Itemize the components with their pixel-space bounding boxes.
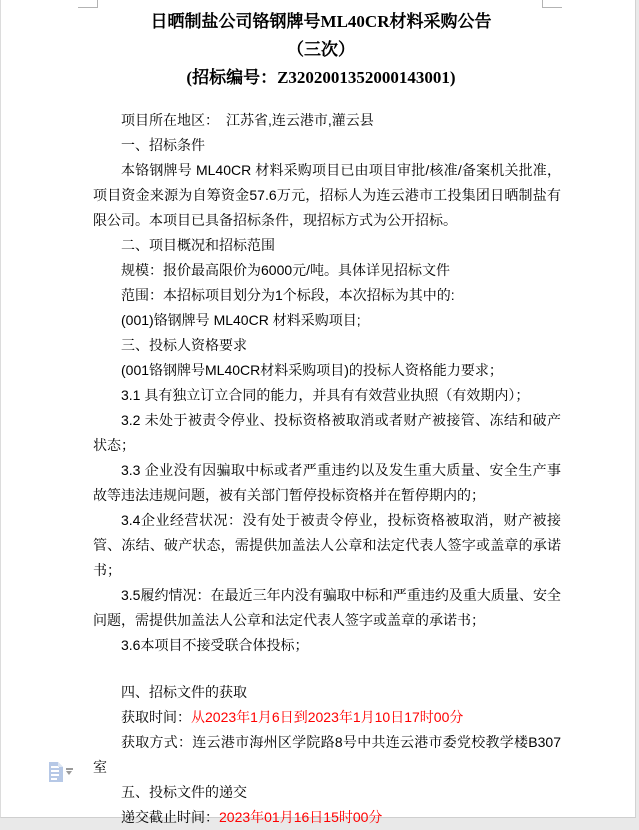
title-line-2: （三次） [287, 40, 355, 59]
paragraph [93, 333, 561, 358]
paragraph [93, 458, 561, 508]
clipboard-paste-icon [49, 762, 63, 782]
paragraph [93, 730, 561, 780]
document-body [93, 108, 561, 830]
paragraph-text: 四、招标文件的获取 [121, 684, 247, 700]
paragraph [93, 805, 561, 830]
paragraph [93, 358, 561, 383]
paragraph [93, 283, 561, 308]
paragraph-text: 规模：报价最高限价为6000元/吨。具体详见招标文件 [121, 262, 451, 278]
paragraph-text: 3.2 未处于被责令停业、投标资格被取消或者财产被接管、冻结和破产状态； [93, 412, 561, 453]
paragraph [93, 258, 561, 283]
paragraph-text: 项目所在地区： 江苏省,连云港市,灌云县 [121, 112, 374, 128]
paragraph-text: 范围：本招标项目划分为1个标段，本次招标为其中的: [121, 287, 455, 303]
paragraph [93, 408, 561, 458]
title-line-3-tender-number: (招标编号：Z3202001352000143001) [186, 68, 456, 87]
paragraph [93, 508, 561, 583]
paragraph-text: 3.6本项目不接受联合体投标； [121, 637, 309, 653]
document-title [61, 8, 581, 92]
text-boundary-mark-top-right [542, 0, 562, 8]
paragraph [93, 308, 561, 333]
paragraph-text: 获取时间： [121, 709, 191, 725]
paragraph [93, 633, 561, 658]
paragraph-text: (001)铬钢牌号 ML40CR 材料采购项目; [121, 312, 361, 328]
paragraph-text: 递交截止时间： [121, 809, 219, 825]
highlighted-date-text: 2023年01月16日15时00分 [219, 809, 383, 825]
paragraph [93, 158, 561, 233]
paragraph-text: 3.3 企业没有因骗取中标或者严重违约以及发生重大质量、安全生产事故等违法违规问题，被有关部门暂停投标资格并在暂停期内的； [93, 462, 561, 503]
paragraph [93, 133, 561, 158]
paragraph [93, 383, 561, 408]
paste-options-button[interactable] [45, 759, 79, 787]
paragraph-text: (001铬钢牌号ML40CR材料采购项目)的投标人资格能力要求； [121, 362, 503, 378]
chevron-down-icon [66, 768, 74, 776]
paragraph-text: 3.4企业经营状况：没有处于被责令停业，投标资格被取消，财产被接管、冻结、破产状态，需提供加盖法人公章和法定代表人签字或盖章的承诺书； [93, 512, 561, 578]
paragraph-text: 本铬钢牌号 ML40CR 材料采购项目已由项目审批/核准/备案机关批准，项目资金来源为自筹资金57.6万元，招标人为连云港市工投集团日晒制盐有限公司。本项目已具备招标条件，现招标方式为公开招标。 [93, 162, 561, 228]
paragraph-text: 二、项目概况和招标范围 [121, 237, 275, 253]
paragraph [93, 705, 561, 730]
paragraph-text: 获取方式：连云港市海州区学院路8号中共连云港市委党校教学楼B307室 [93, 734, 561, 775]
paragraph-spacer [93, 658, 561, 680]
paragraph-text: 3.1 具有独立订立合同的能力，并具有有效营业执照（有效期内）； [121, 387, 530, 403]
paragraph [93, 780, 561, 805]
paragraph-text: 三、投标人资格要求 [121, 337, 247, 353]
paragraph [93, 108, 561, 133]
paragraph-text: 3.5履约情况：在最近三年内没有骗取中标和严重违约及重大质量、安全问题，需提供加盖法人公章和法定代表人签字或盖章的承诺书； [93, 587, 561, 628]
paragraph-text: 一、招标条件 [121, 137, 205, 153]
paragraph [93, 680, 561, 705]
title-line-1: 日晒制盐公司铬钢牌号ML40CR材料采购公告 [150, 12, 492, 31]
paragraph-text: 五、投标文件的递交 [121, 784, 247, 800]
highlighted-date-text: 从2023年1月6日到2023年1月10日17时00分 [191, 709, 464, 725]
text-boundary-mark-top-left [78, 0, 98, 8]
paragraph [93, 233, 561, 258]
paragraph [93, 583, 561, 633]
